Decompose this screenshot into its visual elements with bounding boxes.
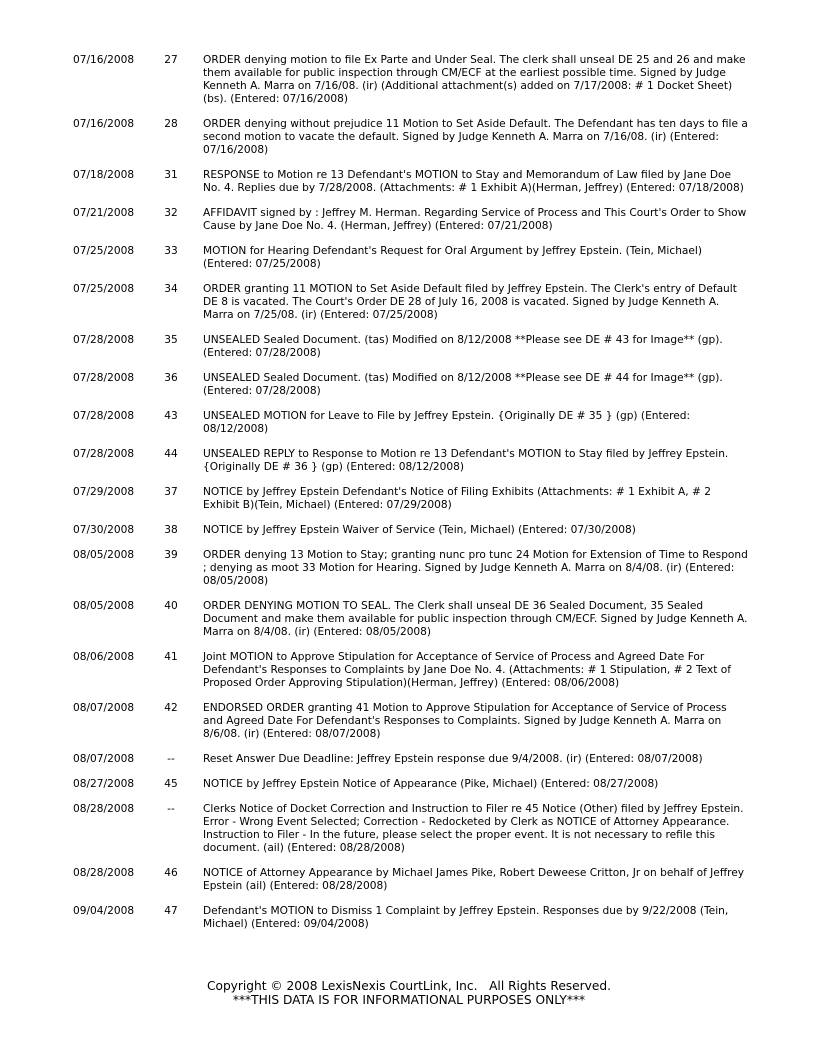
entry-date: 07/28/2008 xyxy=(73,372,135,384)
entry-date: 07/21/2008 xyxy=(73,207,135,219)
entry-text: ORDER granting 11 MOTION to Set Aside Default filed by Jeffrey Epstein. The Clerk's entry of Default DE 8 is vacated. The Court's Order DE 28 of July 16, 2008 is vacated. Signed by Judge Kenneth A. Marra on 7/25/08. (ir) (Entered: 07/25/2008) xyxy=(203,283,737,321)
entry-date: 08/06/2008 xyxy=(73,651,135,663)
entry-number: 38 xyxy=(164,524,178,536)
docket-entry xyxy=(0,245,816,271)
entry-text: UNSEALED Sealed Document. (tas) Modified on 8/12/2008 **Please see DE # 44 for Image** (gp). (Entered: 07/28/2008) xyxy=(203,372,723,397)
entry-text: ORDER denying without prejudice 11 Motion to Set Aside Default. The Defendant has ten days to file a second motion to vacate the default. Signed by Judge Kenneth A. Marra on 7/16/08. (ir) (Entered: 07/16/2008) xyxy=(203,118,748,156)
entry-date: 07/18/2008 xyxy=(73,169,135,181)
entry-date: 07/16/2008 xyxy=(73,54,135,66)
disclaimer-notice: ***THIS DATA IS FOR INFORMATIONAL PURPOSES ONLY*** xyxy=(232,993,586,1007)
entry-text: UNSEALED Sealed Document. (tas) Modified on 8/12/2008 **Please see DE # 43 for Image** (gp). (Entered: 07/28/2008) xyxy=(203,334,723,359)
entry-number: 44 xyxy=(164,448,178,460)
page-footer xyxy=(0,979,816,1007)
docket-entry xyxy=(0,524,816,537)
entry-number: 27 xyxy=(164,54,178,66)
entry-number: 28 xyxy=(164,118,178,130)
docket-entry xyxy=(0,867,816,893)
entry-text: UNSEALED REPLY to Response to Motion re 13 Defendant's MOTION to Stay filed by Jeffrey Epstein. {Originally DE # 36 } (gp) (Entered: 08/12/2008) xyxy=(203,448,729,473)
entry-number: 47 xyxy=(164,905,178,917)
entry-text: Defendant's MOTION to Dismiss 1 Complaint by Jeffrey Epstein. Responses due by 9/22/2008 (Tein, Michael) (Entered: 09/04/2008) xyxy=(203,905,729,930)
docket-entry xyxy=(0,54,816,106)
entry-number: 42 xyxy=(164,702,178,714)
copyright-notice: Copyright © 2008 LexisNexis CourtLink, Inc. All Rights Reserved. xyxy=(206,979,611,993)
entry-text: AFFIDAVIT signed by : Jeffrey M. Herman. Regarding Service of Process and This Court's Order to Show Cause by Jane Doe No. 4. (Herman, Jeffrey) (Entered: 07/21/2008) xyxy=(203,207,747,232)
docket-entry xyxy=(0,905,816,931)
entry-text: ORDER denying motion to file Ex Parte and Under Seal. The clerk shall unseal DE 25 and 26 and make them available for public inspection through CM/ECF at the earliest possible time. Signed by Judge Kenneth A. Marra on 7/16/08. (ir) (Additional attachment(s) added on 7/17/2008: # 1 Docket Sheet) (bs). (Entered: 07/16/2008) xyxy=(203,54,746,105)
entry-number: 43 xyxy=(164,410,178,422)
entry-number: 31 xyxy=(164,169,178,181)
entry-number: 41 xyxy=(164,651,178,663)
entry-text: Joint MOTION to Approve Stipulation for Acceptance of Service of Process and Agreed Date For Defendant's Responses to Complaints by Jane Doe No. 4. (Attachments: # 1 Stipulation, # 2 Text of Proposed Order Approving Stipulation)(Herman, Jeffrey) (Entered: 08/06/2008) xyxy=(203,651,731,689)
entry-date: 07/28/2008 xyxy=(73,410,135,422)
docket-entry xyxy=(0,549,816,588)
docket-entry xyxy=(0,448,816,474)
entry-text: NOTICE by Jeffrey Epstein Notice of Appearance (Pike, Michael) (Entered: 08/27/2008) xyxy=(203,778,659,790)
entry-number: 34 xyxy=(164,283,178,295)
entry-text: ORDER denying 13 Motion to Stay; granting nunc pro tunc 24 Motion for Extension of Time to Respond ; denying as moot 33 Motion for Hearing. Signed by Judge Kenneth A. Marra on 8/4/08. (ir) (Entered: 08/05/2008) xyxy=(203,549,748,587)
entry-date: 07/16/2008 xyxy=(73,118,135,130)
entry-date: 08/28/2008 xyxy=(73,803,135,815)
entry-number: -- xyxy=(167,803,175,815)
entry-number: 37 xyxy=(164,486,178,498)
docket-entry xyxy=(0,702,816,741)
entry-text: NOTICE by Jeffrey Epstein Defendant's Notice of Filing Exhibits (Attachments: # 1 Exhibit A, # 2 Exhibit B)(Tein, Michael) (Entered: 07/29/2008) xyxy=(203,486,711,511)
docket-entry xyxy=(0,118,816,157)
entry-text: ENDORSED ORDER granting 41 Motion to Approve Stipulation for Acceptance of Service of Process and Agreed Date For Defendant's Responses to Complaints. Signed by Judge Kenneth A. Marra on 8/6/08. (ir) (Entered: 08/07/2008) xyxy=(203,702,727,740)
entry-text: ORDER DENYING MOTION TO SEAL. The Clerk shall unseal DE 36 Sealed Document, 35 Sealed Document and make them available for public inspection through CM/ECF. Signed by Judge Kenneth A. Marra on 8/4/08. (ir) (Entered: 08/05/2008) xyxy=(203,600,748,638)
entry-number: 40 xyxy=(164,600,178,612)
entry-number: 33 xyxy=(164,245,178,257)
entry-date: 08/05/2008 xyxy=(73,549,135,561)
entry-date: 07/28/2008 xyxy=(73,448,135,460)
entry-date: 08/27/2008 xyxy=(73,778,135,790)
entry-number: 46 xyxy=(164,867,178,879)
docket-entry xyxy=(0,486,816,512)
docket-entry xyxy=(0,207,816,233)
entry-date: 07/30/2008 xyxy=(73,524,135,536)
entry-date: 07/25/2008 xyxy=(73,283,135,295)
entry-text: MOTION for Hearing Defendant's Request for Oral Argument by Jeffrey Epstein. (Tein, Michael) (Entered: 07/25/2008) xyxy=(203,245,702,270)
docket-entry xyxy=(0,283,816,322)
entry-number: 36 xyxy=(164,372,178,384)
docket-entry xyxy=(0,600,816,639)
entry-text: NOTICE by Jeffrey Epstein Waiver of Service (Tein, Michael) (Entered: 07/30/2008) xyxy=(203,524,636,536)
entry-date: 08/05/2008 xyxy=(73,600,135,612)
entry-text: UNSEALED MOTION for Leave to File by Jeffrey Epstein. {Originally DE # 35 } (gp) (Entered: 08/12/2008) xyxy=(203,410,691,435)
entry-number: 45 xyxy=(164,778,178,790)
entry-date: 08/07/2008 xyxy=(73,702,135,714)
entry-date: 07/28/2008 xyxy=(73,334,135,346)
docket-entry xyxy=(0,410,816,436)
entry-text: NOTICE of Attorney Appearance by Michael James Pike, Robert Deweese Critton, Jr on behalf of Jeffrey Epstein (ail) (Entered: 08/28/2008) xyxy=(203,867,745,892)
docket-entry xyxy=(0,778,816,791)
entry-text: RESPONSE to Motion re 13 Defendant's MOTION to Stay and Memorandum of Law filed by Jane Doe No. 4. Replies due by 7/28/2008. (Attachments: # 1 Exhibit A)(Herman, Jeffrey) (Entered: 07/18/2008) xyxy=(203,169,744,194)
docket-entry xyxy=(0,803,816,855)
entry-date: 07/25/2008 xyxy=(73,245,135,257)
entry-number: 32 xyxy=(164,207,178,219)
docket-table xyxy=(0,54,816,931)
docket-entry xyxy=(0,651,816,690)
entry-date: 08/28/2008 xyxy=(73,867,135,879)
entry-number: 35 xyxy=(164,334,178,346)
entry-text: Reset Answer Due Deadline: Jeffrey Epstein response due 9/4/2008. (ir) (Entered: 08/07/2008) xyxy=(203,753,703,765)
entry-date: 09/04/2008 xyxy=(73,905,135,917)
entry-number: -- xyxy=(167,753,175,765)
docket-entry xyxy=(0,169,816,195)
docket-entry xyxy=(0,334,816,360)
entry-date: 08/07/2008 xyxy=(73,753,135,765)
docket-entry xyxy=(0,753,816,766)
entry-date: 07/29/2008 xyxy=(73,486,135,498)
docket-entry xyxy=(0,372,816,398)
entry-text: Clerks Notice of Docket Correction and Instruction to Filer re 45 Notice (Other) filed by Jeffrey Epstein. Error - Wrong Event Selected; Correction - Redocketed by Clerk as NOTICE of Attorney Appearance. Instruction to Filer - In the future, please select the proper event. It is not necessary to refile this document. (ail) (Entered: 08/28/2008) xyxy=(203,803,744,854)
entry-number: 39 xyxy=(164,549,178,561)
